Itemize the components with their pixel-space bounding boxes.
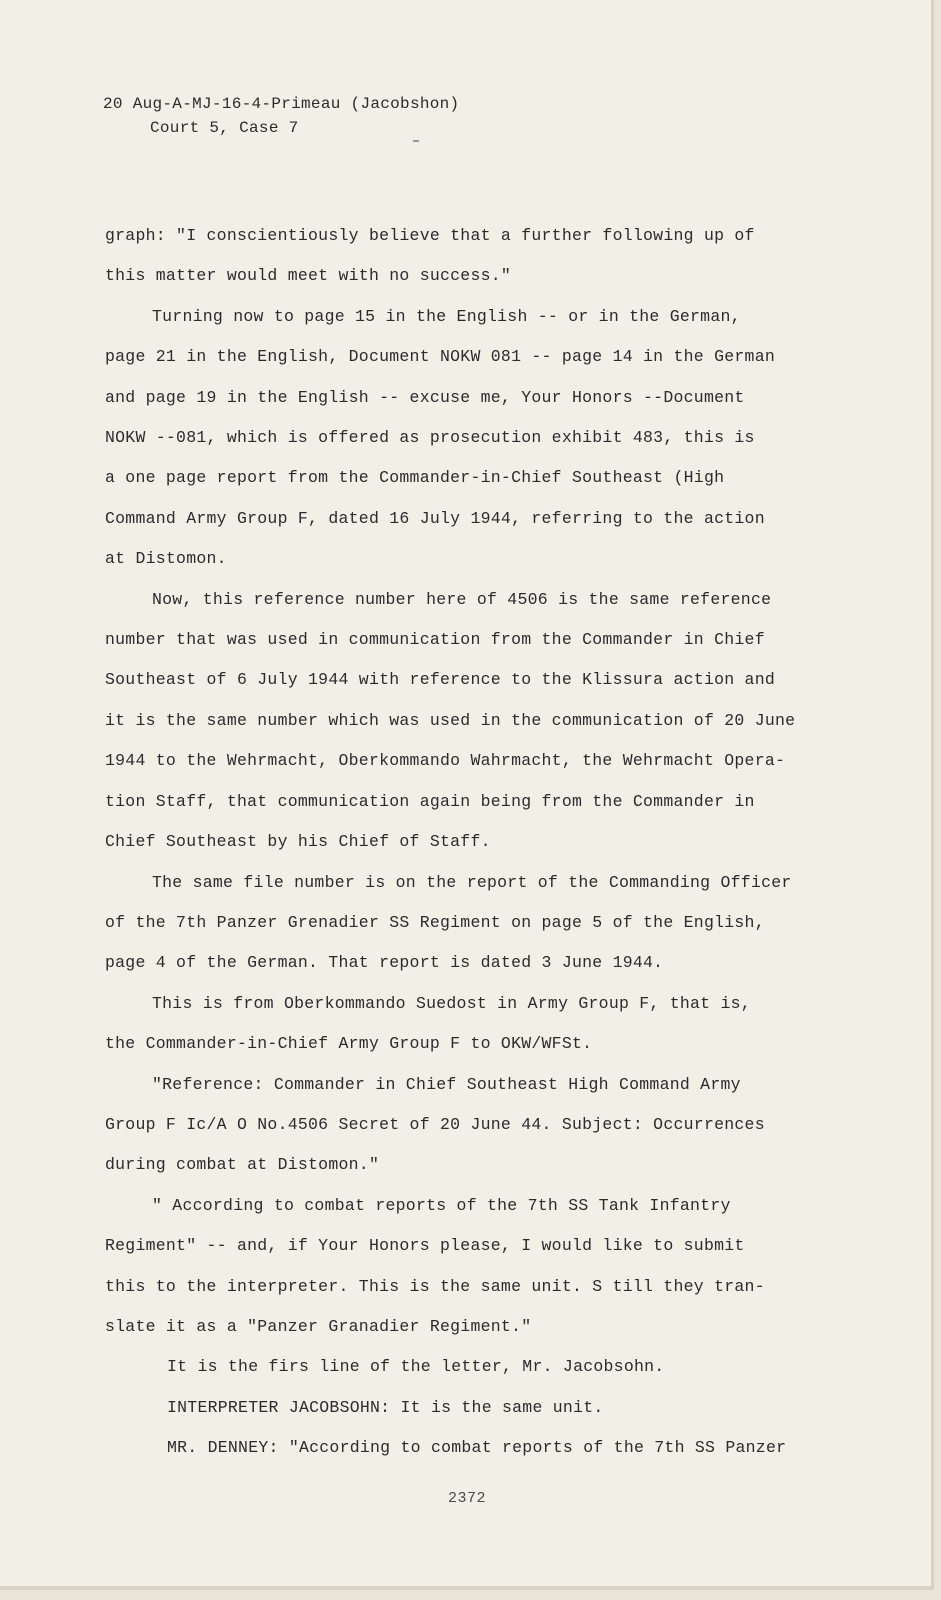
transcript-line: number that was used in communication from the Commander in Chief [105, 630, 765, 650]
transcript-line: slate it as a "Panzer Granadier Regiment." [105, 1316, 532, 1336]
transcript-line: It is the firs line of the letter, Mr. Jacobsohn. [167, 1357, 665, 1377]
transcript-line: 1944 to the Wehrmacht, Oberkommando Wahrmacht, the Wehrmacht Opera- [105, 751, 786, 771]
transcript-line: a one page report from the Commander-in-Chief Southeast (High [105, 468, 725, 488]
header-line-2: Court 5, Case 7 [150, 119, 299, 137]
document-header [103, 92, 459, 140]
transcript-line: INTERPRETER JACOBSOHN: It is the same unit. [167, 1397, 604, 1417]
transcript-line: Regiment" -- and, if Your Honors please, I would like to submit [105, 1236, 745, 1256]
transcript-line: Chief Southeast by his Chief of Staff. [105, 832, 491, 852]
transcript-line: page 4 of the German. That report is dated 3 June 1944. [105, 953, 664, 973]
transcript-line: graph: "I conscientiously believe that a further following up of [105, 226, 755, 245]
transcript-line: it is the same number which was used in the communication of 20 June [105, 710, 796, 730]
transcript-line: this to the interpreter. This is the same unit. S till they tran- [105, 1276, 765, 1296]
transcript-line: MR. DENNEY: "According to combat reports of the 7th SS Panzer [167, 1438, 787, 1458]
transcript-line: of the 7th Panzer Grenadier SS Regiment on page 5 of the English, [105, 912, 765, 932]
transcript-line: Southeast of 6 July 1944 with reference to the Klissura action and [105, 670, 776, 690]
transcript-line: page 21 in the English, Document NOKW 081 -- page 14 in the German [105, 347, 776, 367]
paper-speck [413, 140, 419, 142]
transcript-line: Turning now to page 15 in the English -- or in the German, [152, 306, 741, 326]
transcript-line: at Distomon. [105, 549, 227, 569]
transcript-line: This is from Oberkommando Suedost in Army Group F, that is, [152, 993, 751, 1013]
transcript-line: Command Army Group F, dated 16 July 1944, referring to the action [105, 508, 765, 528]
header-line-1: 20 Aug-A-MJ-16-4-Primeau (Jacobshon) [103, 95, 460, 113]
transcript-line: tion Staff, that communication again being from the Commander in [105, 791, 755, 811]
transcript-line: Now, this reference number here of 4506 is the same reference [152, 589, 772, 609]
transcript-line: "Reference: Commander in Chief Southeast High Command Army [152, 1074, 741, 1094]
page-number: 2372 [447, 1490, 486, 1507]
transcript-line: NOKW --081, which is offered as prosecution exhibit 483, this is [105, 428, 755, 448]
transcript-line: " According to combat reports of the 7th SS Tank Infantry [152, 1195, 731, 1215]
transcript-line: during combat at Distomon." [105, 1155, 380, 1175]
transcript-line: and page 19 in the English -- excuse me, Your Honors --Document [105, 387, 745, 407]
transcript-line: this matter would meet with no success." [105, 266, 512, 286]
transcript-line: The same file number is on the report of the Commanding Officer [152, 872, 792, 892]
transcript-line: the Commander-in-Chief Army Group F to OKW/WFSt. [105, 1034, 593, 1054]
transcript-line: Group F Ic/A O No.4506 Secret of 20 June 44. Subject: Occurrences [105, 1114, 765, 1134]
transcript-body [105, 216, 825, 1469]
